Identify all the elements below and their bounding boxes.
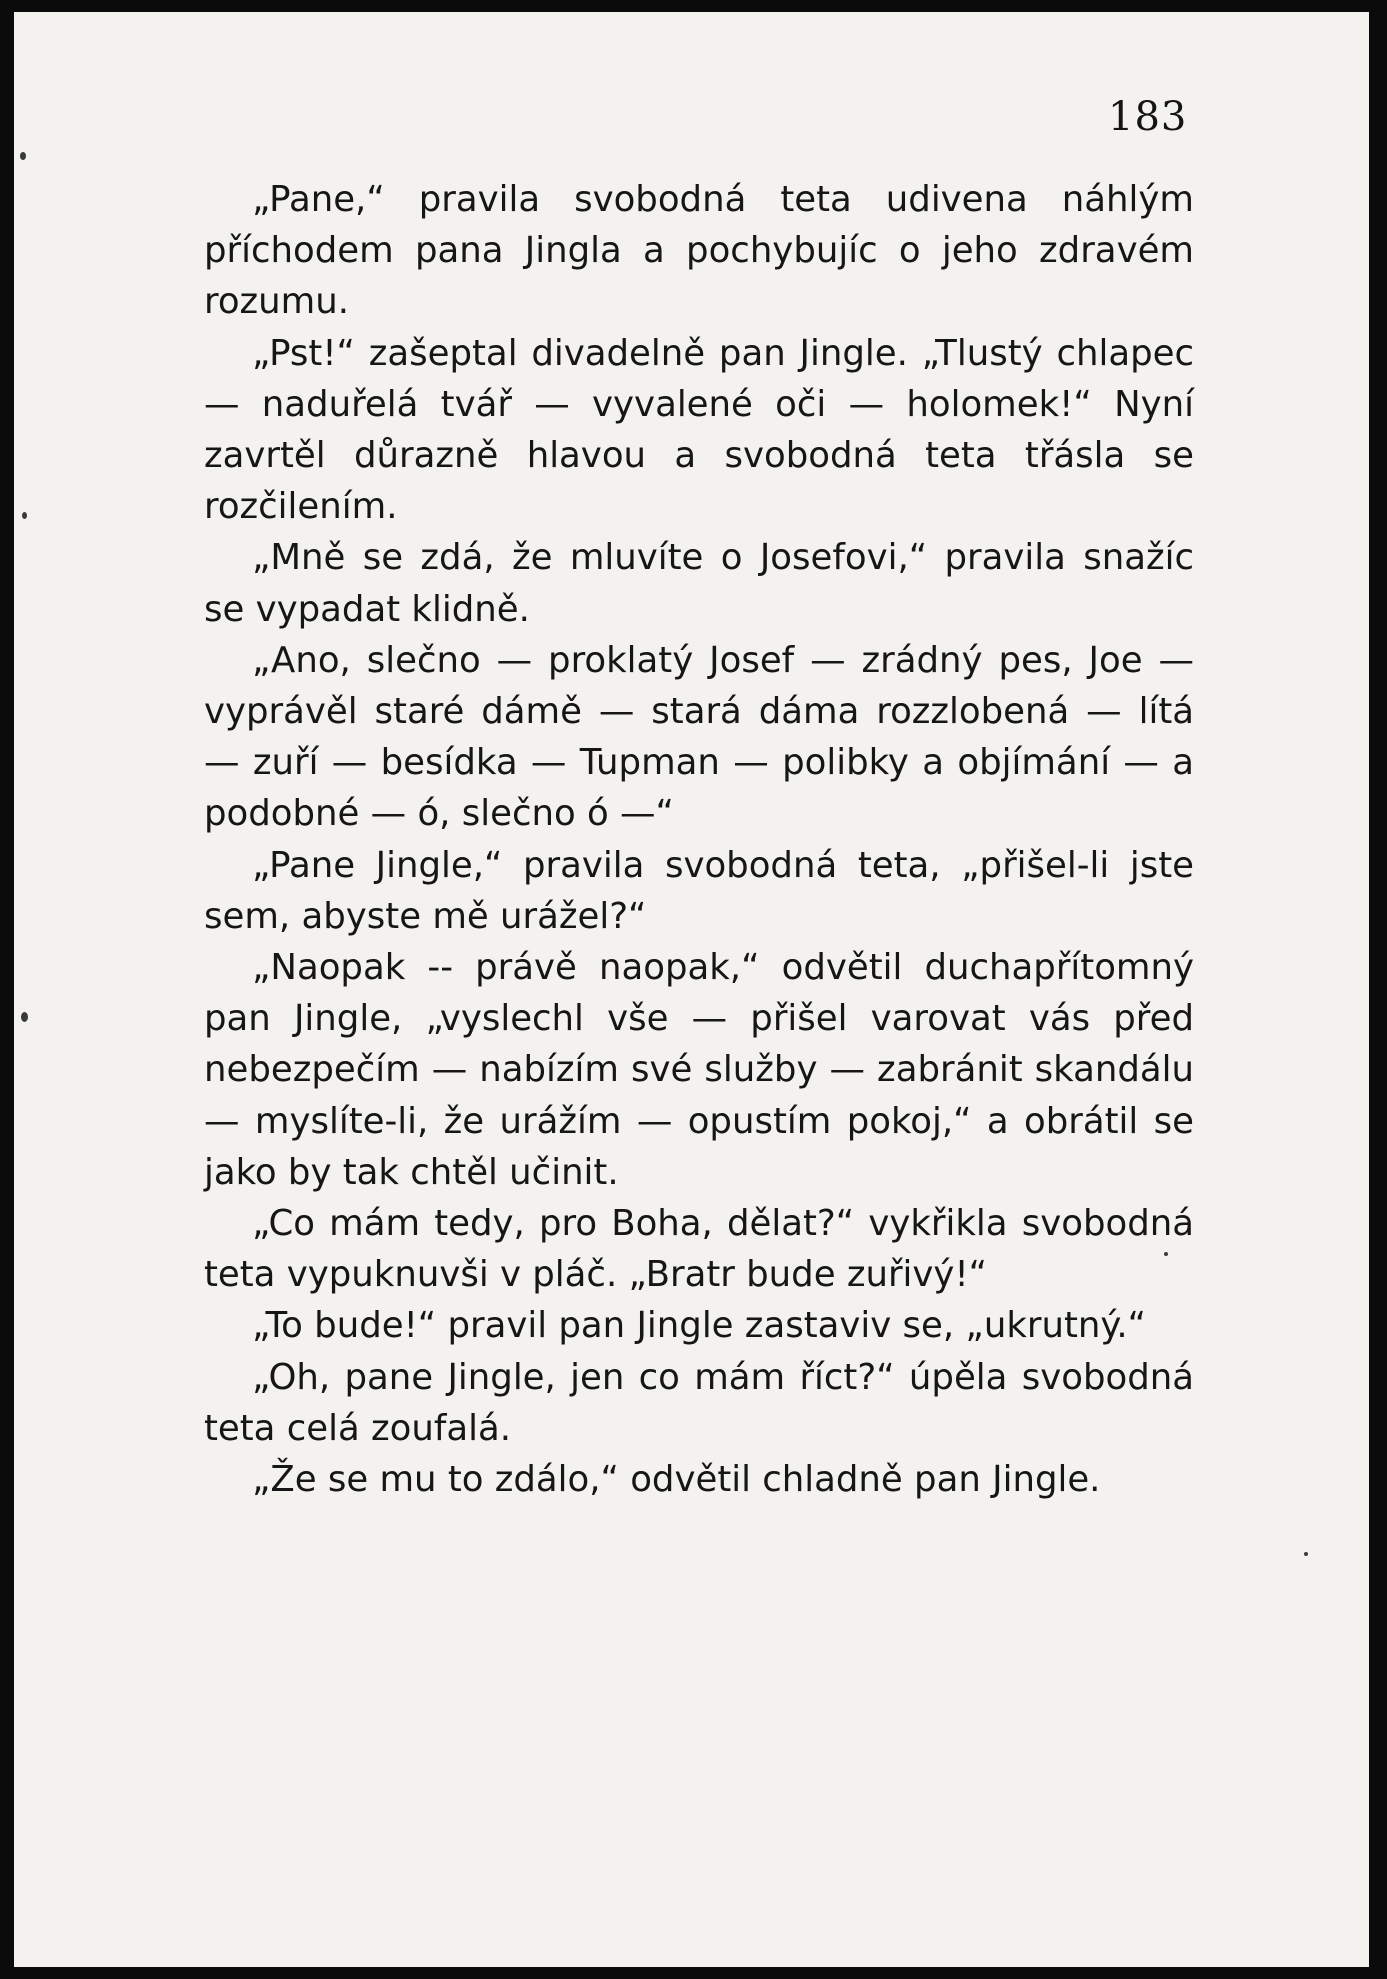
paragraph: „Oh, pane Jingle, jen co mám říct?“ úpěla svobodná teta celá zoufalá. (204, 1356, 1194, 1449)
paragraph: „Naopak -- právě naopak,“ odvětil duchapřítomný pan Jingle, „vyslechl vše — přišel varovat vás před nebezpečím — nabízím své služby — zabránit skandálu — myslíte-li, že urážím — opustím pokoj,“ a obrátil se jako by tak chtěl učinit. (204, 947, 1194, 1193)
paragraph: „Že se mu to zdálo,“ odvětil chladně pan Jingle. (252, 1459, 1101, 1501)
paragraph: „To bude!“ pravil pan Jingle zastaviv se, „ukrutný.“ (252, 1305, 1147, 1347)
paragraph: „Mně se zdá, že mluvíte o Josefovi,“ pravila snažíc se vypadat klidně. (204, 537, 1194, 630)
paragraph: „Co mám tedy, pro Boha, dělat?“ vykřikla svobodná teta vypuknuvši v pláč. „Bratr bude zuřivý!“ (204, 1203, 1194, 1296)
scan-speck (1164, 1252, 1168, 1256)
paragraph: „Ano, slečno — proklatý Josef — zrádný pes, Joe — vyprávěl staré dámě — stará dáma rozzlobená — lítá — zuří — besídka — Tupman — polibky a objímání — a podobné — ó, slečno ó —“ (204, 639, 1194, 835)
book-page (14, 12, 1369, 1967)
body-text (204, 174, 1194, 1505)
scan-speck (21, 1012, 28, 1022)
paragraph: „Pane Jingle,“ pravila svobodná teta, „přišel-li jste sem, abyste mě urážel?“ (204, 844, 1194, 937)
page-number: 183 (1108, 94, 1188, 140)
scan-speck (20, 152, 26, 160)
scan-speck (1304, 1552, 1308, 1556)
paragraph: „Pane,“ pravila svobodná teta udivena náhlým příchodem pana Jingla a pochybujíc o jeho zdravém rozumu. (204, 179, 1194, 323)
paragraph: „Pst!“ zašeptal divadelně pan Jingle. „Tlustý chlapec — naduřelá tvář — vyvalené oči — holomek!“ Nyní zavrtěl důrazně hlavou a svobodná teta třásla se rozčilením. (204, 332, 1194, 528)
scan-speck (22, 512, 27, 519)
